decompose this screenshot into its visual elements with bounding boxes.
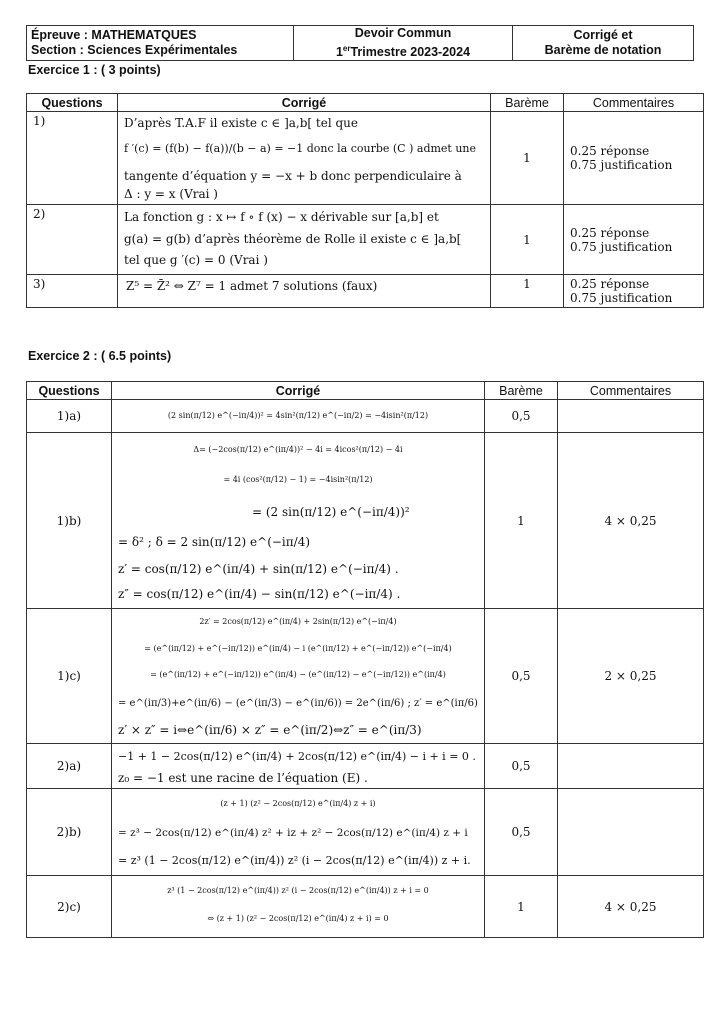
corrige-cell (118, 205, 491, 275)
corrige-line: = (e^(iπ/12) + e^(−iπ/12)) e^(iπ/4) − i (e^(iπ/12) + e^(−iπ/12)) e^(−iπ/4) (144, 644, 452, 653)
comment-line: 0.25 réponse (570, 277, 650, 291)
corrige-cell (112, 609, 485, 744)
corrige-cell (112, 400, 485, 433)
corrige-line: ⇔ (z + 1) (z² − 2cos(π/12) e^(iπ/4) z + i) = 0 (207, 914, 389, 923)
table-row (27, 744, 704, 789)
question-label: 3) (27, 275, 118, 308)
corrige-line: Δ= (−2cos(π/12) e^(iπ/4))² − 4i = 4icos²(π/12) − 4i (193, 445, 403, 454)
header-corrige-line2: Barème de notation (544, 43, 662, 58)
comment-line: 0.25 réponse (570, 144, 650, 158)
corrige-line: z′ = cos(π/12) e^(iπ/4) + sin(π/12) e^(−iπ/4) . (118, 562, 399, 576)
comment-cell (558, 400, 704, 433)
corrige-line: f ′(c) = (f(b) − f(a))/(b − a) = −1 donc la courbe (C ) admet une (124, 142, 477, 155)
comment-line: 0.75 justification (570, 239, 673, 254)
corrige-line: tel que g ′(c) = 0 (Vrai ) (124, 253, 268, 267)
corrige-cell (118, 275, 491, 308)
corrige-line: D’après T.A.F il existe c ∈ ]a,b[ tel que (124, 116, 358, 130)
corrige-cell (112, 433, 485, 609)
exercise2-header-row (27, 382, 704, 400)
header-epreuve (27, 26, 294, 61)
comment-line: 0.25 réponse (570, 225, 650, 240)
question-label: 2)a) (27, 744, 112, 789)
bareme-value: 0,5 (485, 744, 558, 789)
bareme-value: 1 (491, 205, 564, 275)
bareme-value: 1 (485, 876, 558, 938)
exercise2-table (26, 381, 704, 938)
question-label: 1)b) (27, 433, 112, 609)
question-label: 2)b) (27, 789, 112, 876)
exercise1-header-row (27, 94, 704, 112)
corrige-line: = δ² ; δ = 2 sin(π/12) e^(−iπ/4) (118, 535, 311, 549)
corrige-line: = z³ − 2cos(π/12) e^(iπ/4) z² + iz + z² − 2cos(π/12) e^(iπ/4) z + i (118, 827, 468, 839)
col-questions: Questions (27, 382, 112, 400)
corrige-line: La fonction g : x ↦ f ∘ f (x) − x dérivable sur [a,b] et (124, 210, 439, 224)
col-bareme: Barème (491, 94, 564, 112)
header-corrige-line1: Corrigé et (573, 28, 633, 43)
comment-cell (564, 205, 704, 275)
header-table (26, 25, 694, 61)
exercise1-table (26, 93, 704, 308)
corrige-line: z₀ = −1 est une racine de l’équation (E) . (118, 771, 368, 785)
bareme-value: 0,5 (485, 609, 558, 744)
comment-line: 0.75 justification (570, 158, 673, 172)
table-row (27, 876, 704, 938)
bareme-value: 1 (485, 433, 558, 609)
corrige-line: z′ × z″ = i⇔e^(iπ/6) × z″ = e^(iπ/2)⇔z″ = e^(iπ/3) (118, 723, 422, 737)
header-section: Section : Sciences Expérimentales (31, 43, 238, 58)
corrige-line: = z³ (1 − 2cos(π/12) e^(iπ/4)) z² (i − 2cos(π/12) e^(iπ/4)) z + i. (118, 854, 471, 867)
comment-cell: 2 × 0,25 (558, 609, 704, 744)
comment-cell (558, 744, 704, 789)
corrige-line: −1 + 1 − 2cos(π/12) e^(iπ/4) + 2cos(π/12) e^(iπ/4) − i + i = 0 . (118, 750, 476, 763)
exercise1-title: Exercice 1 : ( 3 points) (28, 63, 161, 77)
question-label: 1)c) (27, 609, 112, 744)
table-row (27, 609, 704, 744)
bareme-value: 0,5 (485, 789, 558, 876)
corrige-line: (z + 1) (z² − 2cos(π/12) e^(iπ/4) z + i) (220, 799, 376, 808)
comment-cell (564, 112, 704, 205)
corrige-line: (2 sin(π/12) e^(−iπ/4))² = 4sin²(π/12) e^(−iπ/2) = −4isin²(π/12) (167, 411, 429, 420)
exercise2-title: Exercice 2 : ( 6.5 points) (28, 349, 172, 363)
table-row (27, 433, 704, 609)
comment-line: 0.75 justification (570, 291, 673, 305)
header-term: 1erTrimestre 2023-2024 (335, 44, 471, 60)
table-row (27, 275, 704, 308)
corrige-line: = (e^(iπ/12) + e^(−iπ/12)) e^(iπ/4) − (e^(iπ/12) − e^(−iπ/12)) e^(iπ/4) (150, 670, 446, 679)
superscript-er: er (342, 44, 351, 53)
corrige-line: = 4i (cos²(π/12) − 1) = −4isin²(π/12) (223, 475, 373, 484)
corrige-cell (112, 789, 485, 876)
col-corrige: Corrigé (112, 382, 485, 400)
comment-cell: 4 × 0,25 (558, 433, 704, 609)
table-row (27, 112, 704, 205)
corrige-line: 2z′ = 2cos(π/12) e^(iπ/4) + 2sin(π/12) e^(−iπ/4) (199, 617, 397, 626)
corrige-cell (118, 112, 491, 205)
col-bareme: Barème (485, 382, 558, 400)
header-subject: Épreuve : MATHEMATQUES (31, 28, 197, 43)
table-row (27, 789, 704, 876)
col-corrige: Corrigé (118, 94, 491, 112)
corrige-line: g(a) = g(b) d’après théorème de Rolle il existe c ∈ ]a,b[ (124, 232, 462, 246)
question-label: 1)a) (27, 400, 112, 433)
col-commentaires: Commentaires (564, 94, 704, 112)
col-questions: Questions (27, 94, 118, 112)
bareme-value: 1 (491, 275, 564, 308)
corrige-line: = e^(iπ/3)+e^(iπ/6) − (e^(iπ/3) − e^(iπ/6)) = 2e^(iπ/6) ; z′ = e^(iπ/6) (118, 698, 478, 709)
corrige-line: = (2 sin(π/12) e^(−iπ/4))² (252, 505, 410, 519)
corrige-line: Z⁵ = Z̄² ⇔ Z⁷ = 1 admet 7 solutions (faux) (126, 279, 378, 293)
bareme-value: 1 (491, 112, 564, 205)
header-corrige (513, 26, 694, 61)
corrige-cell (112, 876, 485, 938)
header-devoir (294, 26, 513, 61)
question-label: 1) (27, 112, 118, 205)
corrige-line: Δ : y = x (Vrai ) (124, 187, 218, 201)
col-commentaires: Commentaires (558, 382, 704, 400)
comment-cell (564, 275, 704, 308)
corrige-line: z³ (1 − 2cos(π/12) e^(iπ/4)) z² (i − 2cos(π/12) e^(iπ/4)) z + i = 0 (167, 886, 429, 895)
table-row (27, 205, 704, 275)
question-label: 2)c) (27, 876, 112, 938)
corrige-line: tangente d’équation y = −x + b donc perpendiculaire à (124, 169, 462, 183)
question-label: 2) (27, 205, 118, 275)
comment-cell (558, 789, 704, 876)
bareme-value: 0,5 (485, 400, 558, 433)
table-row (27, 400, 704, 433)
corrige-line: z″ = cos(π/12) e^(iπ/4) − sin(π/12) e^(−iπ/4) . (118, 587, 401, 601)
header-exam-type: Devoir Commun (354, 26, 452, 40)
corrige-cell (112, 744, 485, 789)
comment-cell: 4 × 0,25 (558, 876, 704, 938)
